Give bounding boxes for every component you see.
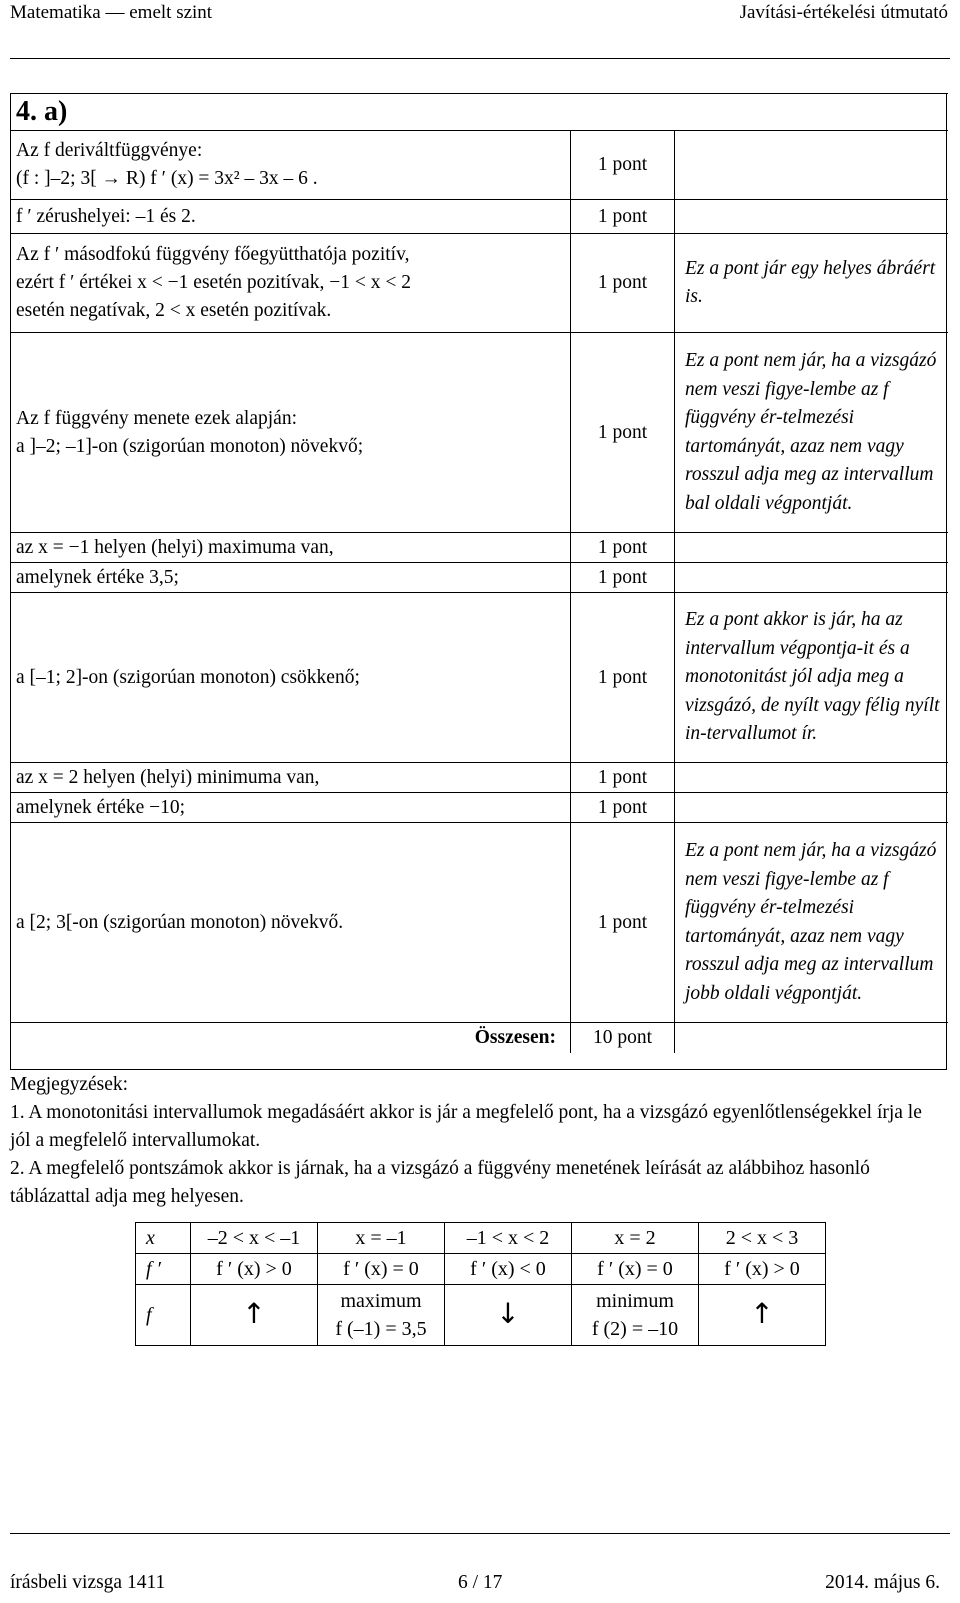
table-cell: f ′ (x) < 0 (445, 1254, 572, 1285)
header-subject: Matematika — emelt szint (10, 2, 213, 23)
remark-cell: Ez a pont nem jár, ha a vizsgázó nem veszi figye-lembe az f függvény ér-telmezési tartományát, azaz nem vagy rosszul adja meg az intervallum jobb oldali végpontját. (675, 823, 949, 1023)
table-row (136, 1285, 826, 1346)
step-minimum-location: az x = 2 helyen (helyi) minimuma van, (10, 763, 571, 793)
table-cell (445, 1285, 572, 1346)
table-cell: –1 < x < 2 (445, 1223, 572, 1254)
step-minimum-value: amelynek értéke −10; (10, 793, 571, 823)
table-row (136, 1254, 826, 1285)
step-sign-analysis: Az f ′ másodfokú függvény főegyütthatója pozitív, ezért f ′ értékei x < −1 esetén pozitívak, −1 < x < 2 esetén negatívak, 2 < x esetén pozitívak. (10, 234, 571, 333)
notes-section (10, 1071, 940, 1211)
table-cell: 2 < x < 3 (699, 1223, 826, 1254)
remark-cell (675, 1023, 949, 1053)
table-cell: x = 2 (572, 1223, 699, 1254)
monotonicity-table (135, 1222, 826, 1346)
header-guide-title: Javítási-értékelési útmutató (739, 2, 948, 23)
remark-cell (675, 563, 949, 593)
step-increasing-2: a [2; 3[-on (szigorúan monoton) növekvő. (10, 823, 571, 1023)
remark-cell: Ez a pont jár egy helyes ábráért is. (675, 234, 949, 333)
task-heading: 4. a) (10, 94, 948, 131)
table-cell: f ′ (x) = 0 (318, 1254, 445, 1285)
table-cell: f ′ (x) = 0 (572, 1254, 699, 1285)
points-cell: 1 pont (571, 593, 675, 763)
total-points: 10 pont (571, 1023, 675, 1053)
footer-page-number: 6 / 17 (458, 1572, 503, 1593)
step-decreasing: a [–1; 2]-on (szigorúan monoton) csökkenő; (10, 593, 571, 763)
table-cell: f ′ (136, 1254, 191, 1285)
table-cell (699, 1285, 826, 1346)
remark-cell: Ez a pont akkor is jár, ha az intervallum végpontja-it és a monotonitást jól adja meg a vizsgázó, de nyílt vagy félig nyílt in-tervallumot ír. (675, 593, 949, 763)
remark-cell (675, 131, 949, 200)
total-label: Összesen: (10, 1023, 571, 1053)
table-cell: f ′ (x) > 0 (191, 1254, 318, 1285)
step-maximum-value: amelynek értéke 3,5; (10, 563, 571, 593)
remark-cell (675, 533, 949, 563)
remark-cell (675, 200, 949, 234)
table-cell (318, 1285, 445, 1346)
table-cell (572, 1285, 699, 1346)
points-cell: 1 pont (571, 333, 675, 533)
points-cell: 1 pont (571, 823, 675, 1023)
remark-cell: Ez a pont nem jár, ha a vizsgázó nem veszi figye-lembe az f függvény ér-telmezési tartományát, azaz nem vagy rosszul adja meg az intervallum bal oldali végpontját. (675, 333, 949, 533)
page-header (10, 0, 948, 26)
table-cell: –2 < x < –1 (191, 1223, 318, 1254)
step-maximum-location: az x = −1 helyen (helyi) maximuma van, (10, 533, 571, 563)
maximum-label: maximum (340, 1290, 422, 1312)
points-cell: 1 pont (571, 763, 675, 793)
points-cell: 1 pont (571, 563, 675, 593)
footer-exam-code: írásbeli vizsga 1411 (10, 1572, 166, 1593)
table-row (136, 1223, 826, 1254)
maximum-value: f (–1) = 3,5 (335, 1318, 427, 1340)
note-2: 2. A megfelelő pontszámok akkor is járnak, ha a vizsgázó a függvény menetének leírását az alábbihoz hasonló táblázattal adja meg helyesen. (10, 1158, 870, 1207)
minimum-label: minimum (596, 1290, 674, 1312)
header-rule (10, 58, 950, 59)
remark-cell (675, 763, 949, 793)
footer-date: 2014. május 6. (825, 1572, 940, 1593)
points-cell: 1 pont (571, 200, 675, 234)
points-cell: 1 pont (571, 533, 675, 563)
points-cell: 1 pont (571, 793, 675, 823)
minimum-value: f (2) = –10 (591, 1318, 679, 1340)
note-1: 1. A monotonitási intervallumok megadásáért akkor is jár a megfelelő pont, ha a vizsgázó egyenlőtlenségekkel írja le jól a megfelelő intervallumokat. (10, 1102, 922, 1151)
step-zeros: f ′ zérushelyei: –1 és 2. (10, 200, 571, 234)
arrow-up-icon: ↑ (242, 1296, 266, 1330)
points-cell: 1 pont (571, 234, 675, 333)
table-cell: f ′ (x) > 0 (699, 1254, 826, 1285)
points-cell: 1 pont (571, 131, 675, 200)
table-cell: f (136, 1285, 191, 1346)
table-cell: x (136, 1223, 191, 1254)
remark-cell (675, 793, 949, 823)
notes-title: Megjegyzések: (10, 1074, 129, 1095)
table-cell: x = –1 (318, 1223, 445, 1254)
step-increasing-1: Az f függvény menete ezek alapján: a ]–2; –1]-on (szigorúan monoton) növekvő; (10, 333, 571, 533)
footer-rule (10, 1533, 950, 1534)
arrow-up-icon: ↑ (750, 1296, 774, 1330)
table-cell (191, 1285, 318, 1346)
step-derivative: Az f deriváltfüggvénye: (f : ]–2; 3[ → R) f ′ (x) = 3x² – 3x – 6 . (10, 131, 571, 200)
arrow-down-icon: ↓ (496, 1296, 520, 1330)
solution-table (10, 93, 948, 1053)
